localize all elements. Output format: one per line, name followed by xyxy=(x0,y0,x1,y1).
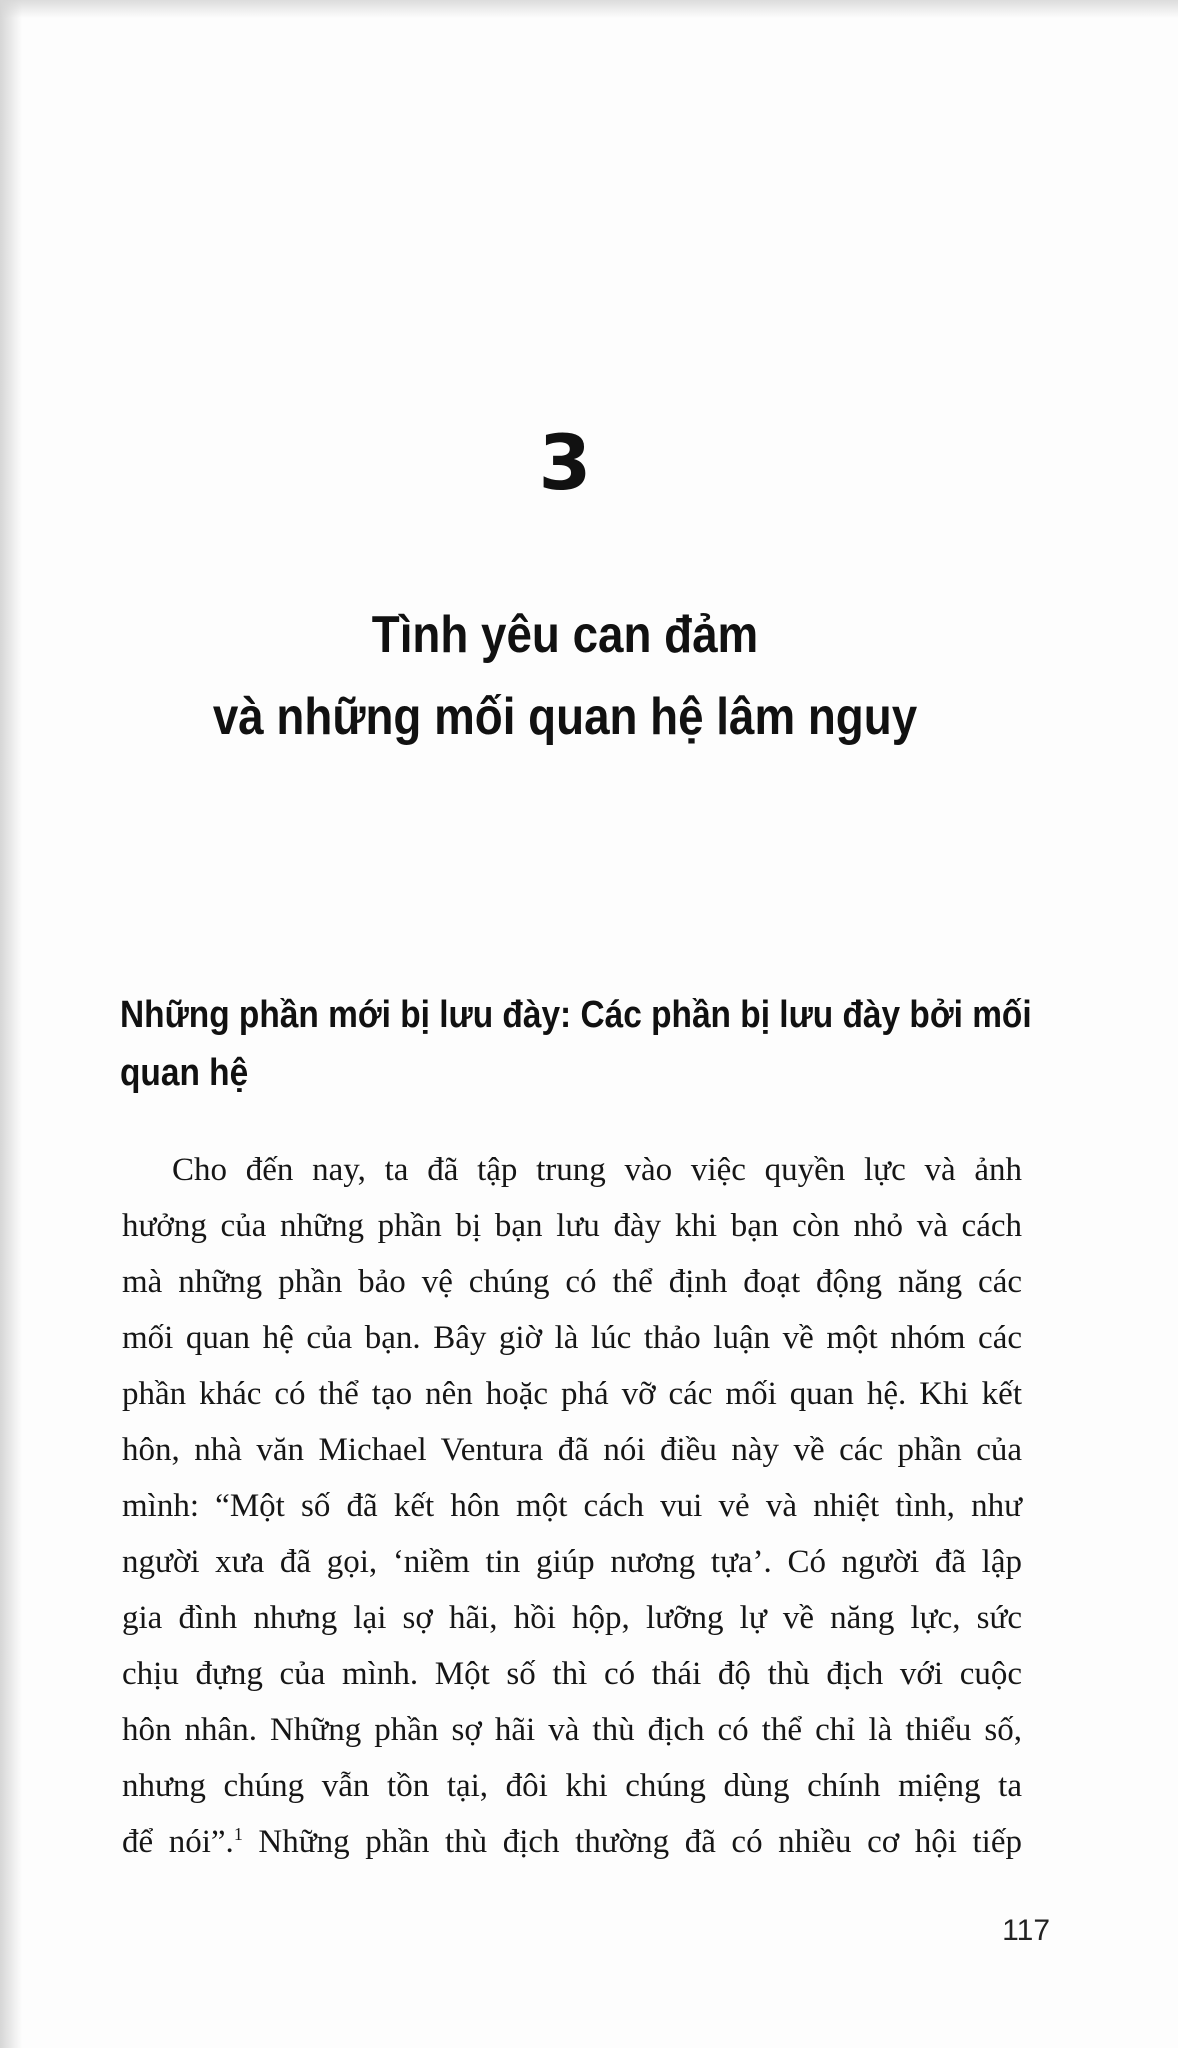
paragraph-line: mình: “Một số đã kết hôn một cách vui vẻ và nhiệt tình, như xyxy=(122,1488,1022,1524)
chapter-title-line: và những mối quan hệ lâm nguy xyxy=(212,688,918,746)
chapter-title-line: Tình yêu can đảm xyxy=(371,606,759,664)
paragraph-line: nhưng chúng vẫn tồn tại, đôi khi chúng dùng chính miệng ta xyxy=(122,1768,1022,1804)
page-number: 117 xyxy=(1002,1914,1050,1947)
line-text: để nói”. xyxy=(122,1824,234,1860)
paragraph-line: phần khác có thể tạo nên hoặc phá vỡ các mối quan hệ. Khi kết xyxy=(122,1376,1022,1412)
line-text: Những phần thù địch thường đã có nhiều cơ hội tiếp xyxy=(242,1824,1022,1860)
chapter-title xyxy=(68,594,1062,758)
paragraph-line: Cho đến nay, ta đã tập trung vào việc quyền lực và ảnh xyxy=(172,1152,1022,1188)
paragraph-line: gia đình nhưng lại sợ hãi, hồi hộp, lưỡng lự về năng lực, sức xyxy=(122,1600,1022,1636)
paragraph-line: hôn nhân. Những phần sợ hãi và thù địch có thể chỉ là thiểu số, xyxy=(122,1712,1022,1748)
section-heading-line: quan hệ xyxy=(120,1052,249,1094)
paragraph-line: mối quan hệ của bạn. Bây giờ là lúc thảo luận về một nhóm các xyxy=(122,1320,1022,1356)
chapter-number: 3 xyxy=(538,418,592,507)
paragraph-line: người xưa đã gọi, ‘niềm tin giúp nương tựa’. Có người đã lập xyxy=(122,1544,1022,1580)
paragraph-line: mà những phần bảo vệ chúng có thể định đoạt động năng các xyxy=(122,1264,1022,1300)
section-heading xyxy=(120,986,1035,1102)
footnote-marker[interactable]: 1 xyxy=(233,1824,243,1844)
section-heading-line: Những phần mới bị lưu đày: Các phần bị lưu đày bởi mối xyxy=(120,994,1032,1036)
page-gutter-shadow xyxy=(0,0,22,2048)
body-paragraph xyxy=(122,1142,1022,1870)
page-edge-shadow xyxy=(0,0,1178,18)
paragraph-line-last xyxy=(122,1814,1022,1870)
paragraph-line: hưởng của những phần bị bạn lưu đày khi bạn còn nhỏ và cách xyxy=(122,1208,1022,1244)
paragraph-line: hôn, nhà văn Michael Ventura đã nói điều này về các phần của xyxy=(122,1432,1022,1468)
paragraph-line: chịu đựng của mình. Một số thì có thái độ thù địch với cuộc xyxy=(122,1656,1022,1692)
